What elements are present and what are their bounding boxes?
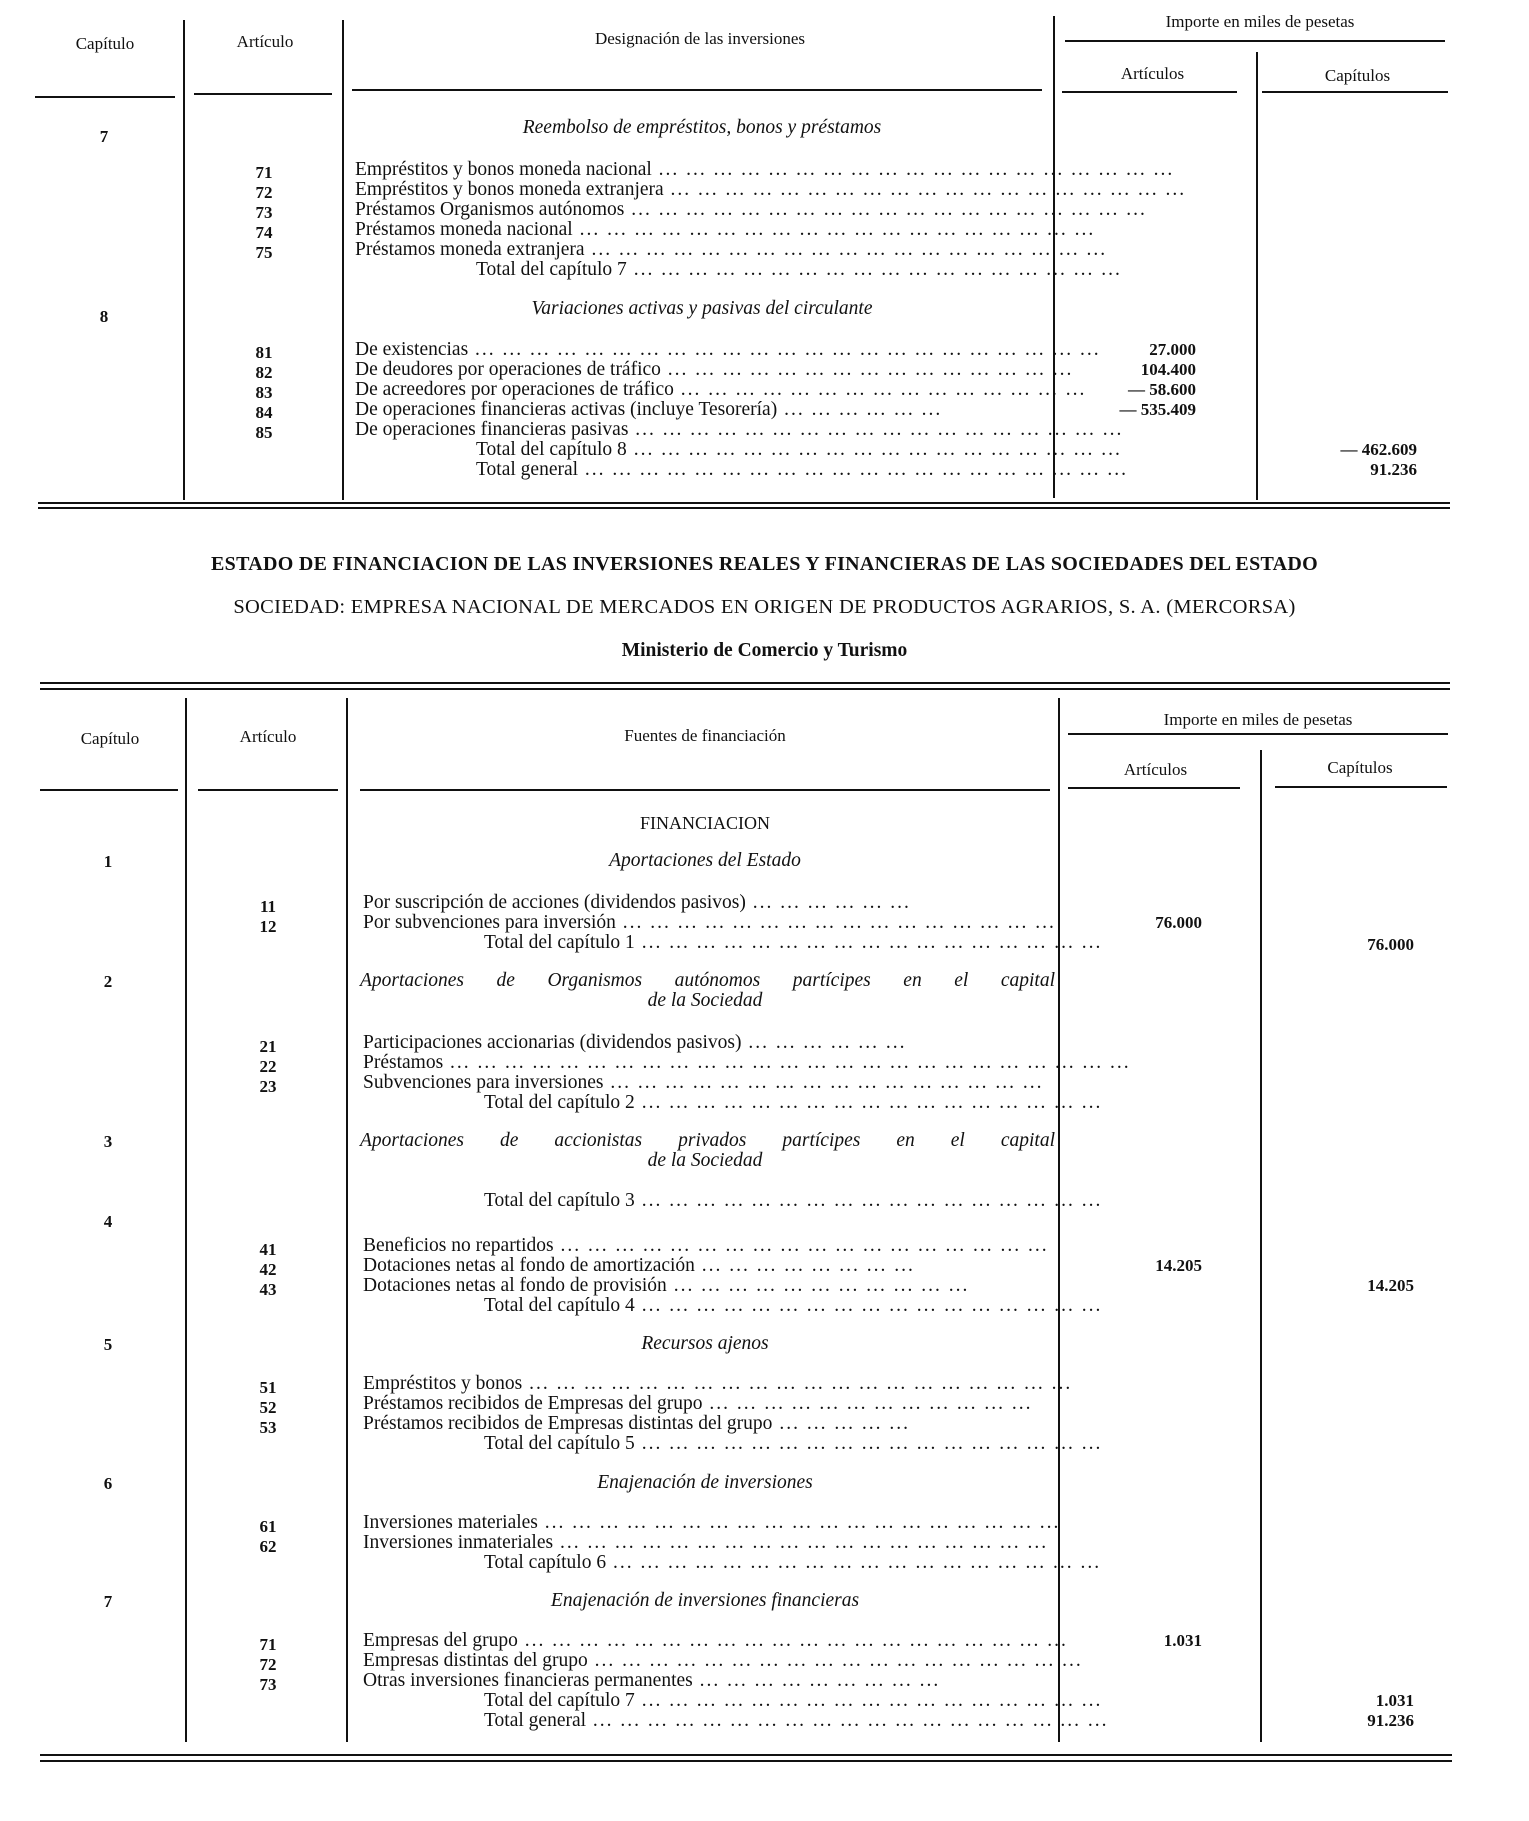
section-title: Reembolso de empréstitos, bonos y préstamos: [522, 117, 882, 138]
section-number: 7: [103, 1592, 113, 1611]
header-articulo: Artículo: [236, 32, 294, 51]
rule: [38, 507, 1450, 509]
header-articulos: Artículos: [1120, 64, 1185, 83]
leader-dots: ... ... ... ... ... ...: [745, 892, 911, 913]
rule: [1262, 91, 1448, 93]
article-number: 71: [259, 1635, 277, 1654]
value-articulos: 27.000: [1149, 340, 1196, 359]
row-description: [484, 1190, 1103, 1211]
row-description: [355, 199, 1147, 220]
article-number: 73: [259, 1675, 277, 1694]
article-number: 81: [255, 343, 273, 362]
row-label: Otras inversiones financieras permanentes: [363, 1670, 693, 1691]
row-description: [476, 459, 1129, 480]
article-number: 72: [259, 1655, 277, 1674]
section-title: Aportaciones del Estado: [609, 850, 801, 871]
rule: [1260, 750, 1262, 1742]
leader-dots: ... ... ... ... ... ... ... ... ... ... ... ... ... ... ... ... ...: [634, 932, 1103, 953]
article-number: 53: [259, 1418, 277, 1437]
row-description: [363, 1630, 1068, 1651]
value-articulos: 1.031: [1163, 1631, 1202, 1650]
article-number: 42: [259, 1260, 277, 1279]
row-label: Total capítulo 6: [484, 1552, 607, 1573]
leader-dots: ... ... ... ... ... ... ... ... ... ... ... ... ... ... ... ... ...: [634, 1092, 1103, 1113]
leader-dots: ... ... ... ... ... ... ... ... ... ... ... ... ... ... ... ... ... ... ... ...: [522, 1373, 1073, 1394]
row-label: Por suscripción de acciones (dividendos pasivos): [363, 892, 746, 913]
leader-dots: ... ... ... ... ... ... ... ... ... ... ... ... ... ... ... ... ... ...: [626, 259, 1122, 280]
rule: [183, 20, 185, 500]
header-articulos: Artículos: [1123, 760, 1188, 779]
row-description: [363, 1671, 1053, 1691]
row-label: Total general: [476, 459, 579, 480]
section-title-continued: de la Sociedad: [647, 990, 763, 1011]
row-description: [355, 379, 1087, 400]
leader-dots: ... ... ... ... ... ... ... ... ... ... ... ... ... ... ... ... ... ...: [587, 1650, 1083, 1671]
company-name: SOCIEDAD: EMPRESA NACIONAL DE MERCADOS EN ORIGEN DE PRODUCTOS AGRARIOS, S. A. (MERCORSA): [233, 596, 1296, 618]
row-description: [484, 932, 1103, 953]
row-description: [363, 1414, 1053, 1434]
row-description: [484, 1295, 1103, 1316]
rule: [40, 1760, 1452, 1762]
rule: [1065, 40, 1445, 42]
rule: [40, 682, 1450, 684]
leader-dots: ... ... ... ... ... ... ... ...: [694, 1255, 915, 1276]
row-description: [363, 1256, 1053, 1276]
leader-dots: ... ... ... ... ... ... ... ... ... ... ... ... ... ... ... ... ... ... ...: [584, 239, 1108, 260]
value-capitulos: — 462.609: [1340, 440, 1417, 459]
leader-dots: ... ... ... ... ... ... ... ... ... ... ... ... ... ... ... ... ... ...: [628, 419, 1124, 440]
value-articulos: 76.000: [1155, 913, 1202, 932]
row-label: De existencias: [355, 339, 469, 360]
row-description: [363, 1276, 1053, 1296]
article-number: 51: [259, 1378, 277, 1397]
leader-dots: ... ... ... ... ... ... ... ... ... ... ... ... ... ... ... ... ... ... ...: [572, 219, 1096, 240]
row-description: [363, 893, 1053, 913]
row-label: Préstamos moneda extranjera: [355, 239, 585, 260]
leader-dots: ... ... ... ... ... ... ... ... ... ... ... ... ... ... ...: [673, 379, 1087, 400]
row-description: [355, 419, 1124, 440]
row-description: [363, 1650, 1083, 1671]
article-number: 74: [255, 223, 273, 242]
row-label: De acreedores por operaciones de tráfico: [355, 379, 674, 400]
leader-dots: ... ... ... ... ... ... ... ... ... ... ... ... ... ... ... ... ... ...: [553, 1235, 1049, 1256]
row-label: Total general: [484, 1710, 587, 1731]
row-description: [484, 1690, 1103, 1711]
row-label: Empréstitos y bonos moneda nacional: [355, 159, 652, 180]
leader-dots: ... ... ... ... ... ... ... ... ... ... ... ... ... ... ... ... ... ...: [553, 1532, 1049, 1553]
rule: [346, 698, 348, 1742]
article-number: 22: [259, 1057, 277, 1076]
rule: [342, 20, 344, 500]
section-title: Enajenación de inversiones financieras: [550, 1590, 860, 1611]
row-label: Total del capítulo 7: [484, 1690, 635, 1711]
row-description: [363, 1033, 1053, 1053]
article-number: 12: [259, 917, 277, 936]
section-title: Variaciones activas y pasivas del circulante: [531, 298, 873, 319]
rule: [1256, 52, 1258, 500]
row-label: Total del capítulo 7: [476, 259, 627, 280]
row-label: Préstamos recibidos de Empresas distintas del grupo: [363, 1413, 773, 1434]
row-label: Total del capítulo 8: [476, 439, 627, 460]
row-description: [363, 1236, 1053, 1256]
section-title: Aportaciones de Organismos autónomos partícipes en el capital: [360, 970, 1055, 991]
rule: [1068, 787, 1240, 789]
row-label: Préstamos: [363, 1052, 444, 1073]
leader-dots: ... ... ... ... ... ... ... ... ... ... ... ... ... ... ... ... ... ... ... ... ... ... ... ... ...: [443, 1052, 1131, 1073]
article-number: 72: [255, 183, 273, 202]
value-capitulos: 91.236: [1367, 1711, 1414, 1730]
article-number: 71: [255, 163, 273, 182]
row-description: [355, 339, 1101, 360]
leader-dots: ... ... ... ... ... ... ... ... ... ... ...: [666, 1275, 970, 1296]
row-label: Participaciones accionarias (dividendos pasivos): [363, 1032, 742, 1053]
leader-dots: ... ... ... ... ... ...: [741, 1032, 907, 1053]
header-designacion: Designación de las inversiones: [594, 29, 806, 48]
row-description: [363, 1394, 1053, 1414]
row-description: [355, 359, 1074, 380]
rule: [40, 1754, 1452, 1756]
row-description: [355, 179, 1187, 200]
section-title: Recursos ajenos: [641, 1333, 769, 1354]
article-number: 21: [259, 1037, 277, 1056]
leader-dots: ... ... ... ... ... ... ... ... ... ... ... ... ... ... ... ... ... ... ...: [651, 159, 1175, 180]
value-capitulos: 1.031: [1375, 1691, 1414, 1710]
leader-dots: ... ... ... ... ... ... ... ... ... ... ... ... ... ... ... ... ... ... ... ... ... ... ...: [468, 339, 1101, 360]
row-label: Inversiones materiales: [363, 1512, 538, 1533]
leader-dots: ... ... ... ... ...: [772, 1413, 910, 1434]
rule: [194, 93, 332, 95]
leader-dots: ... ... ... ... ... ... ... ... ... ... ... ... ... ... ... ... ... ...: [626, 439, 1122, 460]
row-label: Dotaciones netas al fondo de provisión: [363, 1275, 667, 1296]
row-description: [355, 219, 1096, 240]
row-label: Dotaciones netas al fondo de amortización: [363, 1255, 695, 1276]
section-number: 5: [103, 1335, 113, 1354]
section-title: Enajenación de inversiones: [597, 1472, 813, 1493]
rule: [35, 96, 175, 98]
row-description: [484, 1433, 1103, 1454]
rule: [1068, 733, 1448, 735]
rule: [198, 789, 338, 791]
rule: [38, 502, 1450, 504]
article-number: 85: [255, 423, 273, 442]
leader-dots: ... ... ... ... ... ... ... ... ... ... ... ... ... ... ... ... ...: [634, 1295, 1103, 1316]
leader-dots: ... ... ... ... ... ... ... ... ... ... ... ... ... ... ... ...: [615, 912, 1056, 933]
row-description: [484, 1710, 1109, 1731]
value-capitulos: 76.000: [1367, 935, 1414, 954]
row-label: Empresas distintas del grupo: [363, 1650, 588, 1671]
row-label: Total del capítulo 5: [484, 1433, 635, 1454]
value-articulos: — 58.600: [1128, 380, 1196, 399]
row-description: [363, 1373, 1073, 1394]
header-capitulos: Capítulos: [1327, 758, 1393, 777]
article-number: 83: [255, 383, 273, 402]
leader-dots: ... ... ... ... ... ... ... ... ... ... ... ... ... ... ... ...: [603, 1072, 1044, 1093]
article-number: 11: [259, 897, 277, 916]
section-title: Aportaciones de accionistas privados partícipes en el capital: [360, 1130, 1055, 1151]
row-description: [363, 1073, 1053, 1093]
article-number: 41: [259, 1240, 277, 1259]
article-number: 75: [255, 243, 273, 262]
header-capitulo: Capítulo: [75, 34, 135, 53]
article-number: 62: [259, 1537, 277, 1556]
header-articulo: Artículo: [239, 727, 297, 746]
value-capitulos: 14.205: [1367, 1276, 1414, 1295]
row-label: Total del capítulo 1: [484, 932, 635, 953]
row-description: [363, 912, 1056, 933]
rule: [1058, 698, 1060, 1742]
row-label: Total del capítulo 2: [484, 1092, 635, 1113]
row-label: Préstamos moneda nacional: [355, 219, 573, 240]
section-number: 4: [103, 1212, 113, 1231]
article-number: 52: [259, 1398, 277, 1417]
article-number: 61: [259, 1517, 277, 1536]
article-number: 23: [259, 1077, 277, 1096]
leader-dots: ... ... ... ... ... ... ... ... ... ... ... ... ... ... ... ... ...: [634, 1433, 1103, 1454]
leader-dots: ... ... ... ... ... ... ... ... ... ... ... ... ... ... ... ... ...: [634, 1190, 1103, 1211]
row-label: Empresas del grupo: [363, 1630, 518, 1651]
leader-dots: ... ... ... ... ... ...: [777, 399, 943, 420]
row-description: [363, 1533, 1053, 1553]
section-number: 7: [99, 127, 109, 146]
section-number: 6: [103, 1474, 113, 1493]
row-label: Por subvenciones para inversión: [363, 912, 616, 933]
row-description: [476, 259, 1122, 280]
row-description: [363, 1512, 1061, 1533]
rule: [352, 89, 1042, 91]
row-label: Empréstitos y bonos: [363, 1373, 523, 1394]
article-number: 73: [255, 203, 273, 222]
row-description: [363, 1052, 1131, 1073]
rule: [1062, 91, 1237, 93]
leader-dots: ... ... ... ... ... ... ... ... ... ... ... ... ... ... ...: [660, 359, 1074, 380]
leader-dots: ... ... ... ... ... ... ... ... ... ... ... ... ... ... ... ... ... ... ...: [537, 1512, 1061, 1533]
row-description: [355, 239, 1108, 260]
value-articulos: 104.400: [1140, 360, 1196, 379]
header-capitulos: Capítulos: [1324, 66, 1391, 85]
section-number: 1: [103, 852, 113, 871]
header-importe: Importe en miles de pesetas: [1163, 710, 1353, 729]
row-description: [355, 400, 1045, 420]
leader-dots: ... ... ... ... ... ... ... ... ... ... ... ... ... ... ... ... ... ... ... ...: [578, 459, 1129, 480]
ministry-name: Ministerio de Comercio y Turismo: [621, 640, 908, 661]
value-capitulos: 91.236: [1370, 460, 1417, 479]
value-articulos: 14.205: [1155, 1256, 1202, 1275]
row-label: Préstamos Organismos autónomos: [355, 199, 625, 220]
row-description: [355, 159, 1175, 180]
header-capitulo: Capítulo: [80, 729, 140, 748]
section-title-continued: de la Sociedad: [647, 1150, 763, 1171]
row-label: Total del capítulo 4: [484, 1295, 635, 1316]
rule: [360, 789, 1050, 791]
leader-dots: ... ... ... ... ... ... ... ... ... ... ... ... ... ... ... ... ... ... ... ...: [517, 1630, 1068, 1651]
rule: [1275, 786, 1447, 788]
row-label: Préstamos recibidos de Empresas del grupo: [363, 1393, 703, 1414]
value-articulos: — 535.409: [1119, 400, 1196, 419]
row-description: [484, 1552, 1102, 1573]
leader-dots: ... ... ... ... ... ... ... ... ... ... ... ...: [702, 1393, 1033, 1414]
leader-dots: ... ... ... ... ... ... ... ... ... ... ... ... ... ... ... ... ... ...: [606, 1552, 1102, 1573]
leader-dots: ... ... ... ... ... ... ... ... ...: [692, 1670, 941, 1691]
row-label: De operaciones financieras pasivas: [355, 419, 629, 440]
financiacion-heading: FINANCIACION: [640, 813, 770, 833]
row-label: Subvenciones para inversiones: [363, 1072, 604, 1093]
leader-dots: ... ... ... ... ... ... ... ... ... ... ... ... ... ... ... ... ... ... ...: [624, 199, 1147, 220]
article-number: 84: [255, 403, 273, 422]
row-label: De deudores por operaciones de tráfico: [355, 359, 661, 380]
article-number: 82: [255, 363, 273, 382]
row-label: De operaciones financieras activas (incluye Tesorería): [355, 399, 778, 420]
section-number: 8: [99, 307, 109, 326]
leader-dots: ... ... ... ... ... ... ... ... ... ... ... ... ... ... ... ... ...: [634, 1690, 1103, 1711]
leader-dots: ... ... ... ... ... ... ... ... ... ... ... ... ... ... ... ... ... ... ...: [663, 179, 1187, 200]
row-label: Empréstitos y bonos moneda extranjera: [355, 179, 664, 200]
row-label: Inversiones inmateriales: [363, 1532, 554, 1553]
header-fuentes: Fuentes de financiación: [624, 726, 786, 745]
row-label: Beneficios no repartidos: [363, 1235, 554, 1256]
section-number: 3: [103, 1132, 113, 1151]
rule: [40, 789, 178, 791]
rule: [185, 698, 187, 1742]
row-description: [476, 439, 1122, 460]
article-number: 43: [259, 1280, 277, 1299]
report-title: ESTADO DE FINANCIACION DE LAS INVERSIONES REALES Y FINANCIERAS DE LAS SOCIEDADES DEL ESTADO: [211, 553, 1318, 575]
section-number: 2: [103, 972, 113, 991]
header-importe: Importe en miles de pesetas: [1165, 12, 1355, 31]
row-label: Total del capítulo 3: [484, 1190, 635, 1211]
rule: [40, 688, 1450, 690]
row-description: [484, 1092, 1103, 1113]
leader-dots: ... ... ... ... ... ... ... ... ... ... ... ... ... ... ... ... ... ... ...: [586, 1710, 1109, 1731]
